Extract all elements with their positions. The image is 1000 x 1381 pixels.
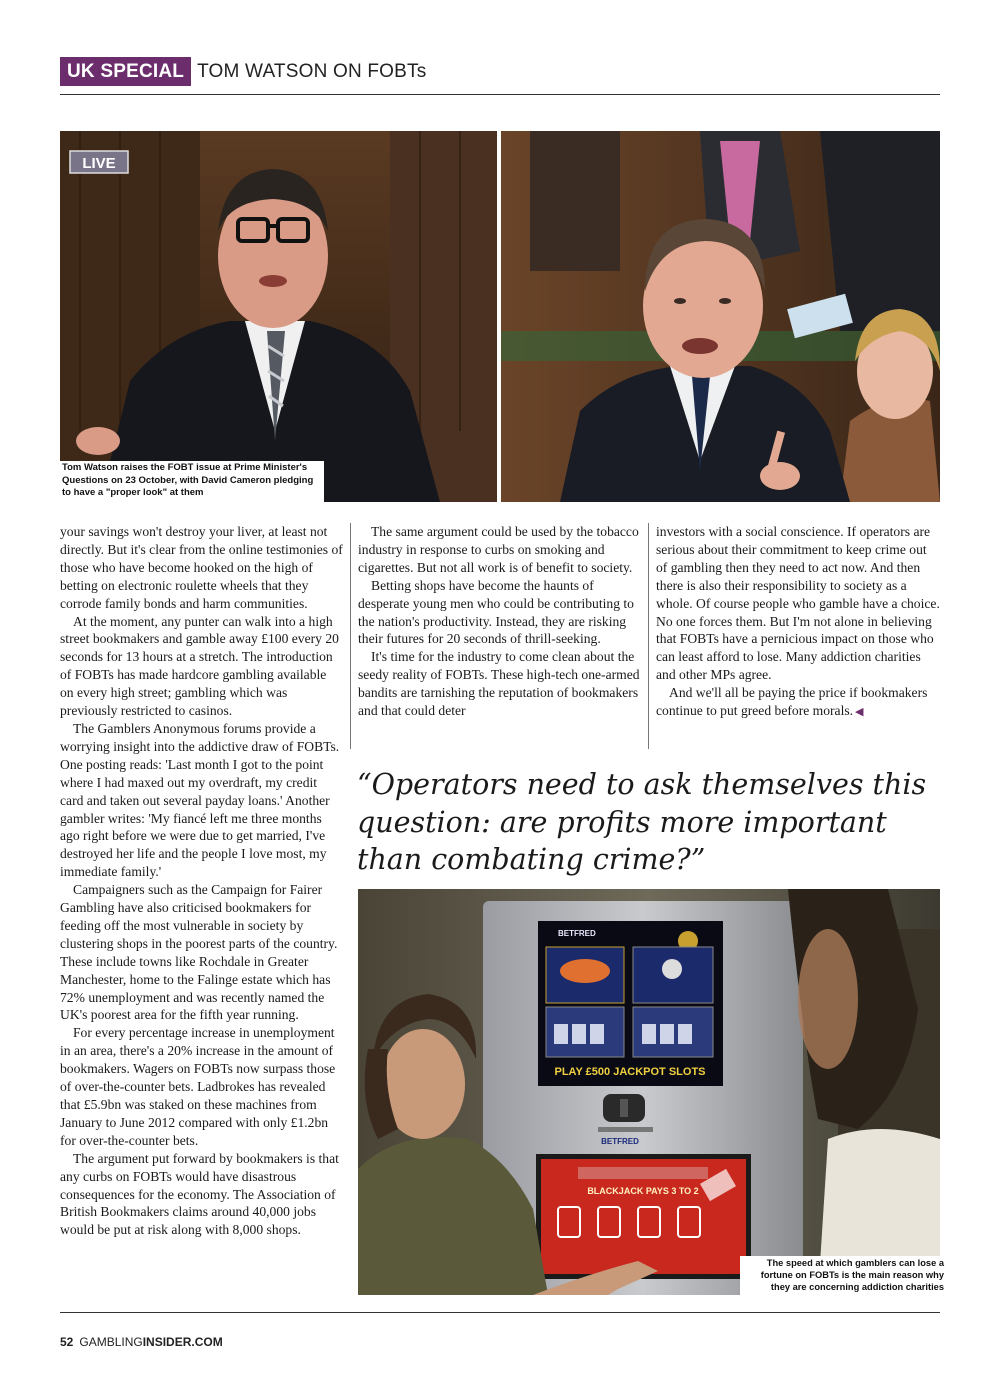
paragraph: The argument put forward by bookmakers is that any curbs on FOBTs would have disastrous consequences for the economy. The Association of British Bookmakers claims around 40,000 jobs would be put at risk along with 8,000 shops. xyxy=(60,1150,339,1238)
parliament-photo-illustration xyxy=(60,131,940,502)
article-column-3 xyxy=(656,523,940,722)
header-rule xyxy=(60,94,940,95)
footer xyxy=(60,1335,223,1349)
paragraph: It's time for the industry to come clean about the seedy reality of FOBTs. These high-tech one-armed bandits are tarnishing the reputation of bookmakers and that could deter xyxy=(358,649,640,719)
parliament-photo xyxy=(60,131,940,502)
fobt-machine-illustration xyxy=(358,889,940,1295)
article-header-title: TOM WATSON ON FOBTs xyxy=(197,60,427,82)
footer-rule xyxy=(60,1312,940,1313)
paragraph: investors with a social conscience. If operators are serious about their commitment to keep crime out of gambling then they need to act now. And then there is also their responsibility to society as a whole. Of course people who gamble have a choice. No one forces them. But I'm not alone in believing that FOBTs have a pernicious impact on those who can least afford to lose. Many addiction charities and other MPs agree. xyxy=(656,524,940,683)
paragraph: The same argument could be used by the tobacco industry in response to curbs on smoking and cigarettes. But not all work is of benefit to society. xyxy=(358,524,639,575)
page-number: 52 xyxy=(60,1335,74,1349)
column-divider xyxy=(350,523,351,749)
section-header xyxy=(60,57,426,86)
footer-brand-bold: INSIDER.COM xyxy=(142,1335,223,1349)
jackpot-text: PLAY £500 JACKPOT SLOTS xyxy=(554,1066,706,1078)
paragraph: Campaigners such as the Campaign for Fairer Gambling have also criticised bookmakers for feeding off the most vulnerable in society by clustering shops in the poorest parts of the country. These include towns like Rochdale in Greater Manchester, home to the Falinge estate which has 72% unemployment and was recently named the UK's poorest area for the fifth year running. xyxy=(60,882,338,1023)
blackjack-text: BLACKJACK PAYS 3 TO 2 xyxy=(587,1186,699,1196)
paragraph xyxy=(656,684,940,722)
closing-sentence: And we'll all be paying the price if bookmakers continue to put greed before morals. xyxy=(656,685,928,719)
screen-brand-mid: BETFRED xyxy=(601,1137,639,1146)
paragraph: For every percentage increase in unemployment in an area, there's a 20% increase in the amount of bookmakers. Wagers on FOBTs now surpass those of over-the-counter bets. Ladbrokes has revealed that £5.9bn was staked on these machines from January to June 2012 compared with only £1.2bn for over-the-counter bets. xyxy=(60,1025,336,1148)
paragraph: At the moment, any punter can walk into a high street bookmakers and gamble away £100 every 20 seconds for 13 hours at a stretch. The introduction of FOBTs has made hardcore gambling available on every high street; gambling which was previously restricted to casinos. xyxy=(60,613,339,719)
pull-quote: “Operators need to ask themselves this question: are profits more important than combating crime?” xyxy=(357,768,927,876)
footer-brand-regular: GAMBLING xyxy=(79,1335,143,1349)
paragraph: your savings won't destroy your liver, at least not directly. But it's clear from the online testimonies of those who have become hooked on the high of betting on electronic roulette wheels that they corrode family bonds and harm communities. xyxy=(60,524,343,611)
bottom-photo-caption: The speed at which gamblers can lose a fortune on FOBTs is the main reason why they are concerning addiction charities xyxy=(740,1256,944,1296)
live-badge: LIVE xyxy=(82,155,116,172)
paragraph: The Gamblers Anonymous forums provide a worrying insight into the addictive draw of FOBTs. One posting reads: 'Last month I got to the point where I had maxed out my overdraft, my credit card and taken out several payday loans.' Another gambler writes: 'My fiancé left me three months ago right before we were due to get married, I've destroyed her life and the people I love most, my immediate family.' xyxy=(60,720,340,880)
fobt-machine-photo xyxy=(358,889,940,1295)
paragraph: Betting shops have become the haunts of desperate young men who could be contributing to the nation's productivity. Instead, they are risking their futures for 20 seconds of thrill-seeking. xyxy=(358,577,634,647)
article-column-1 xyxy=(60,523,343,1239)
end-mark-icon: ◀ xyxy=(855,706,864,719)
article-column-2 xyxy=(358,523,641,720)
column-divider xyxy=(648,523,649,749)
top-photo-caption: Tom Watson raises the FOBT issue at Prime Minister's Questions on 23 October, with David Cameron pledging to have a "proper look" at them xyxy=(60,461,324,504)
screen-brand-top: BETFRED xyxy=(558,929,596,938)
section-badge: UK SPECIAL xyxy=(60,57,191,86)
